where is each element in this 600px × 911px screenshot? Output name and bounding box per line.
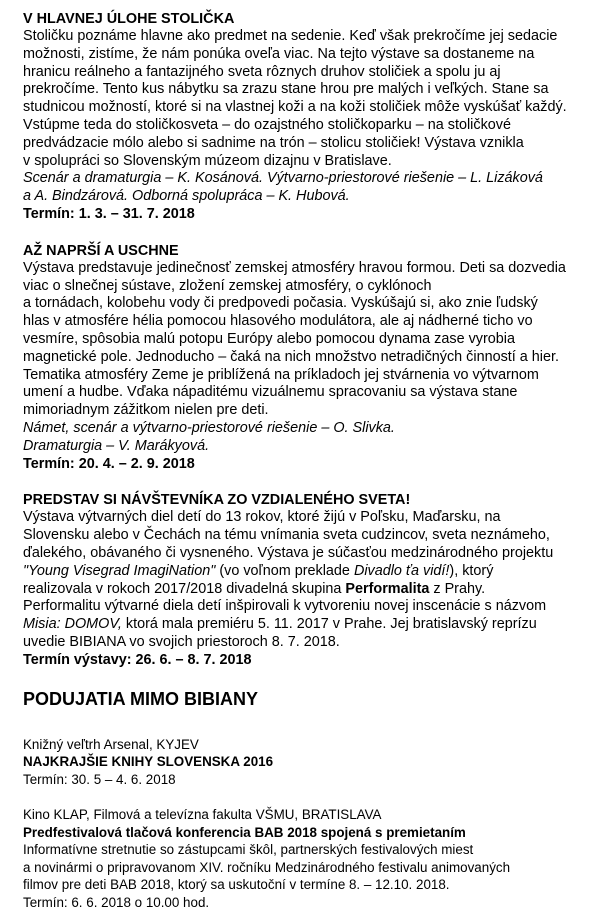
paragraph-line: Informatívne stretnutie so zástupcami škôl, partnerských festivalových miest bbox=[23, 841, 588, 859]
paragraph-line bbox=[23, 616, 588, 634]
term-line: Termín: 20. 4. – 2. 9. 2018 bbox=[23, 456, 588, 474]
paragraph-line: hranicu reálneho a fantazijného sveta rôznych druhov stoličiek a spolu ju aj bbox=[23, 64, 588, 82]
event-venue: Kino KLAP, Filmová a televízna fakulta VŠMU, BRATISLAVA bbox=[23, 806, 588, 824]
section-podujatia bbox=[23, 688, 588, 911]
section-az-naprsi bbox=[23, 242, 588, 474]
section-stolicka bbox=[23, 10, 588, 224]
paragraph-line bbox=[23, 563, 588, 581]
text-run: realizovala v rokoch 2017/2018 divadelná skupina bbox=[23, 581, 345, 597]
group-name: Performalita bbox=[345, 581, 429, 597]
credits-line: Dramaturgia – V. Marákyová. bbox=[23, 438, 588, 456]
paragraph-line: a novinármi o pripravovanom XIV. ročníku Medzinárodného festivalu animovaných bbox=[23, 859, 588, 877]
paragraph-line: vesmíre, spôsobia malú potopu Európy alebo pomocou dynama zase vyrobia bbox=[23, 331, 588, 349]
text-run: ktorá mala premiéru 5. 11. 2017 v Prahe. Jej bratislavský reprízu bbox=[122, 616, 537, 632]
paragraph-line: Výstava predstavuje jedinečnosť zemskej atmosféry hravou formou. Deti sa dozvedia bbox=[23, 260, 588, 278]
event-bratislava bbox=[23, 806, 588, 911]
event-term: Termín: 30. 5 – 4. 6. 2018 bbox=[23, 771, 588, 789]
paragraph-line: prekročíme. Tento kus nábytku sa zrazu stane hrou pre malých i veľkých. Stane sa bbox=[23, 81, 588, 99]
section-navstevnik bbox=[23, 491, 588, 669]
credits-line: a A. Bindzárová. Odborná spolupráca – K. Hubová. bbox=[23, 188, 588, 206]
paragraph-line: predvádzacie mólo alebo si sadnime na trón – stolicu stoličiek! Výstava vznikla bbox=[23, 135, 588, 153]
event-name: Predfestivalová tlačová konferencia BAB 2018 spojená s premietaním bbox=[23, 824, 588, 842]
section-title: V HLAVNEJ ÚLOHE STOLIČKA bbox=[23, 10, 588, 28]
paragraph-line: Performalitu výtvarné diela detí inšpirovali k vytvoreniu novej inscenácie s názvom bbox=[23, 598, 588, 616]
paragraph-line: Slovensku alebo v Čechách na tému vnímania sveta cudzincov, sveta neznámeho, bbox=[23, 527, 588, 545]
paragraph-line: magnetické pole. Jednoducho – čaká na nich množstvo netradičných činností a hier. bbox=[23, 349, 588, 367]
section-heading: PODUJATIA MIMO BIBIANY bbox=[23, 688, 588, 710]
event-kyjev bbox=[23, 736, 588, 789]
event-term: Termín: 6. 6. 2018 o 10.00 hod. bbox=[23, 894, 588, 911]
paragraph-line: Tematika atmosféry Zeme je priblížená na príkladoch jej stvárnenia vo výtvarnom bbox=[23, 367, 588, 385]
section-title: PREDSTAV SI NÁVŠTEVNÍKA ZO VZDIALENÉHO SVETA! bbox=[23, 491, 588, 509]
text-run: (vo voľnom preklade bbox=[215, 563, 354, 579]
document-page bbox=[23, 10, 588, 911]
paragraph-line: viac o slnečnej sústave, zložení zemskej atmosféry, o cyklónoch bbox=[23, 278, 588, 296]
paragraph-line: uvedie BIBIANA vo svojich priestoroch 8. 7. 2018. bbox=[23, 634, 588, 652]
text-run: ), ktorý bbox=[449, 563, 493, 579]
text-run: z Prahy. bbox=[429, 581, 485, 597]
project-name: "Young Visegrad ImagiNation" bbox=[23, 563, 215, 579]
event-name: NAJKRAJŠIE KNIHY SLOVENSKA 2016 bbox=[23, 753, 588, 771]
paragraph-line: možnosti, zistíme, že nám ponúka oveľa viac. Na tejto výstave sa dostaneme na bbox=[23, 46, 588, 64]
paragraph-line: hlas v atmosfére hélia pomocou hlasového modulátora, ale aj nádherné ticho vo bbox=[23, 313, 588, 331]
term-line: Termín výstavy: 26. 6. – 8. 7. 2018 bbox=[23, 652, 588, 670]
event-venue: Knižný veľtrh Arsenal, KYJEV bbox=[23, 736, 588, 754]
paragraph-line: Výstava výtvarných diel detí do 13 rokov, ktoré žijú v Poľsku, Maďarsku, na bbox=[23, 509, 588, 527]
paragraph-line bbox=[23, 581, 588, 599]
translation: Divadlo ťa vidí! bbox=[354, 563, 449, 579]
paragraph-line: Stoličku poznáme hlavne ako predmet na sedenie. Keď však prekročíme jej sedacie bbox=[23, 28, 588, 46]
paragraph-line: v spolupráci so Slovenským múzeom dizajnu v Bratislave. bbox=[23, 153, 588, 171]
paragraph-line: a tornádach, kolobehu vody či predpovedi počasia. Vyskúšajú si, ako znie ľudský bbox=[23, 295, 588, 313]
paragraph-line: filmov pre deti BAB 2018, ktorý sa uskutoční v termíne 8. – 12.10. 2018. bbox=[23, 876, 588, 894]
paragraph-line: studnicou možností, ktoré si na vlastnej koži a na koži stoličiek môže vyskúšať každý. bbox=[23, 99, 588, 117]
paragraph-line: ďalekého, obávaného či vysneného. Výstava je súčasťou medzinárodného projektu bbox=[23, 545, 588, 563]
paragraph-line: umení a hudbe. Vďaka nápaditému vizuálnemu spracovaniu sa výstava stane bbox=[23, 384, 588, 402]
production-title: Misia: DOMOV, bbox=[23, 616, 122, 632]
credits-line: Scenár a dramaturgia – K. Kosánová. Výtvarno-priestorové riešenie – L. Lizáková bbox=[23, 170, 588, 188]
paragraph-line: mimoriadnym zážitkom nielen pre deti. bbox=[23, 402, 588, 420]
term-line: Termín: 1. 3. – 31. 7. 2018 bbox=[23, 206, 588, 224]
section-title: AŽ NAPRŠÍ A USCHNE bbox=[23, 242, 588, 260]
credits-line: Námet, scenár a výtvarno-priestorové riešenie – O. Slivka. bbox=[23, 420, 588, 438]
paragraph-line: Vstúpme teda do stoličkosveta – do ozajstného stoličkoparku – na stoličkové bbox=[23, 117, 588, 135]
